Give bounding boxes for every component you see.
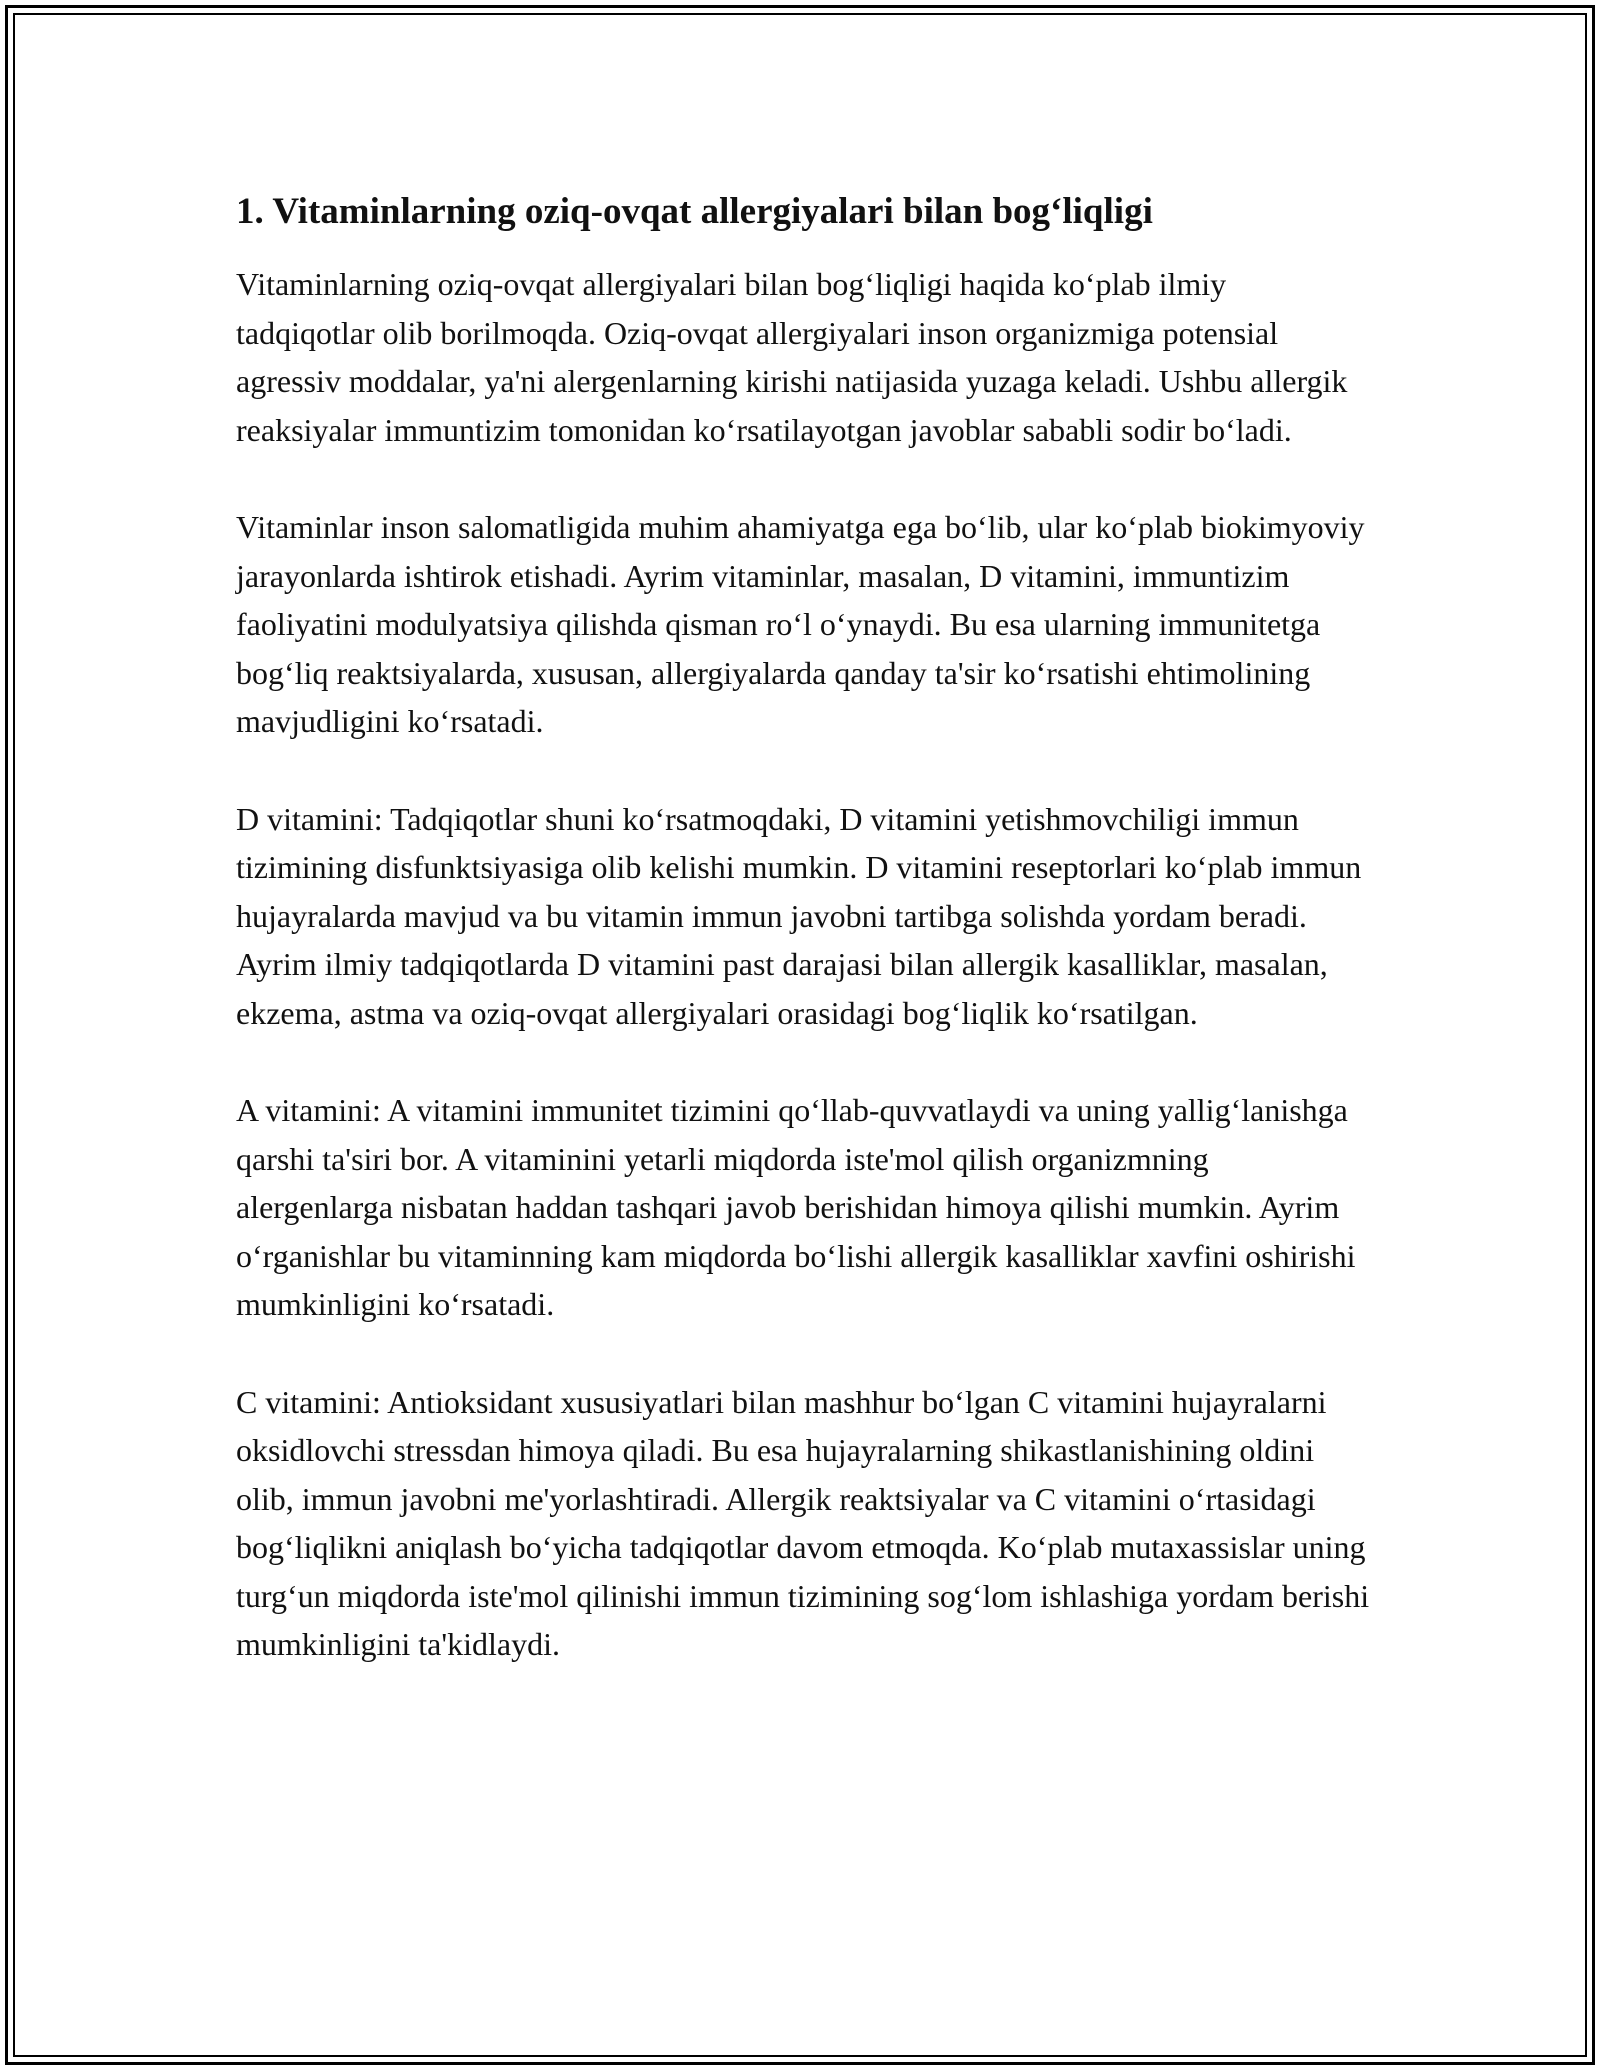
document-body [236, 182, 1371, 1718]
paragraph-vitamin-c: C vitamini: Antioksidant xususiyatlari bilan mashhur bo‘lgan C vitamini hujayralarni oksidlovchi stressdan himoya qiladi. Bu esa hujayralarning shikastlanishining oldini olib, immun javobni me'yorlashtiradi. Allergik reaktsiyalar va C vitamini o‘rtasidagi bog‘liqlikni aniqlash bo‘yicha tadqiqotlar davom etmoqda. Ko‘plab mutaxassislar uning turg‘un miqdorda iste'mol qilinishi immun tizimining sog‘lom ishlashiga yordam berishi mumkinligini ta'kidlaydi. [236, 1383, 1370, 1663]
paragraph-vitamins-overview: Vitaminlar inson salomatligida muhim ahamiyatga ega bo‘lib, ular ko‘plab biokimyoviy jarayonlarda ishtirok etishadi. Ayrim vitaminlar, masalan, D vitamini, immuntizim faoliyatini modulyatsiya qilishda qisman ro‘l o‘ynaydi. Bu esa ularning immunitetga bog‘liq reaktsiyalarda, xususan, allergiyalarda qanday ta'sir ko‘rsatishi ehtimolining mavjudligini ko‘rsatadi. [236, 509, 1365, 740]
section-heading: 1. Vitaminlarning oziq-ovqat allergiyalari bilan bog‘liqligi [236, 191, 1153, 232]
paragraph-vitamin-d: D vitamini: Tadqiqotlar shuni ko‘rsatmoqdaki, D vitamini yetishmovchiligi immun tizimining disfunktsiyasiga olib kelishi mumkin. D vitamini reseptorlari ko‘plab immun hujayralarda mavjud va bu vitamin immun javobni tartibga solishda yordam beradi. Ayrim ilmiy tadqiqotlarda D vitamini past darajasi bilan allergik kasalliklar, masalan, ekzema, astma va oziq-ovqat allergiyalari orasidagi bog‘liqlik ko‘rsatilgan. [236, 800, 1362, 1031]
paragraph-intro: Vitaminlarning oziq-ovqat allergiyalari bilan bog‘liqligi haqida ko‘plab ilmiy tadqiqotlar olib borilmoqda. Oziq-ovqat allergiyalari inson organizmiga potensial agressiv moddalar, ya'ni alergenlarning kirishi natijasida yuzaga keladi. Ushbu allergik reaksiyalar immuntizim tomonidan ko‘rsatilayotgan javoblar sababli sodir bo‘ladi. [236, 266, 1348, 448]
paragraph-vitamin-a: A vitamini: A vitamini immunitet tizimini qo‘llab-quvvatlaydi va uning yallig‘lanishga qarshi ta'siri bor. A vitaminini yetarli miqdorda iste'mol qilish organizmning alergenlarga nisbatan haddan tashqari javob berishidan himoya qilishi mumkin. Ayrim o‘rganishlar bu vitaminning kam miqdorda bo‘lishi allergik kasalliklar xavfini oshirishi mumkinligini ko‘rsatadi. [236, 1092, 1356, 1323]
